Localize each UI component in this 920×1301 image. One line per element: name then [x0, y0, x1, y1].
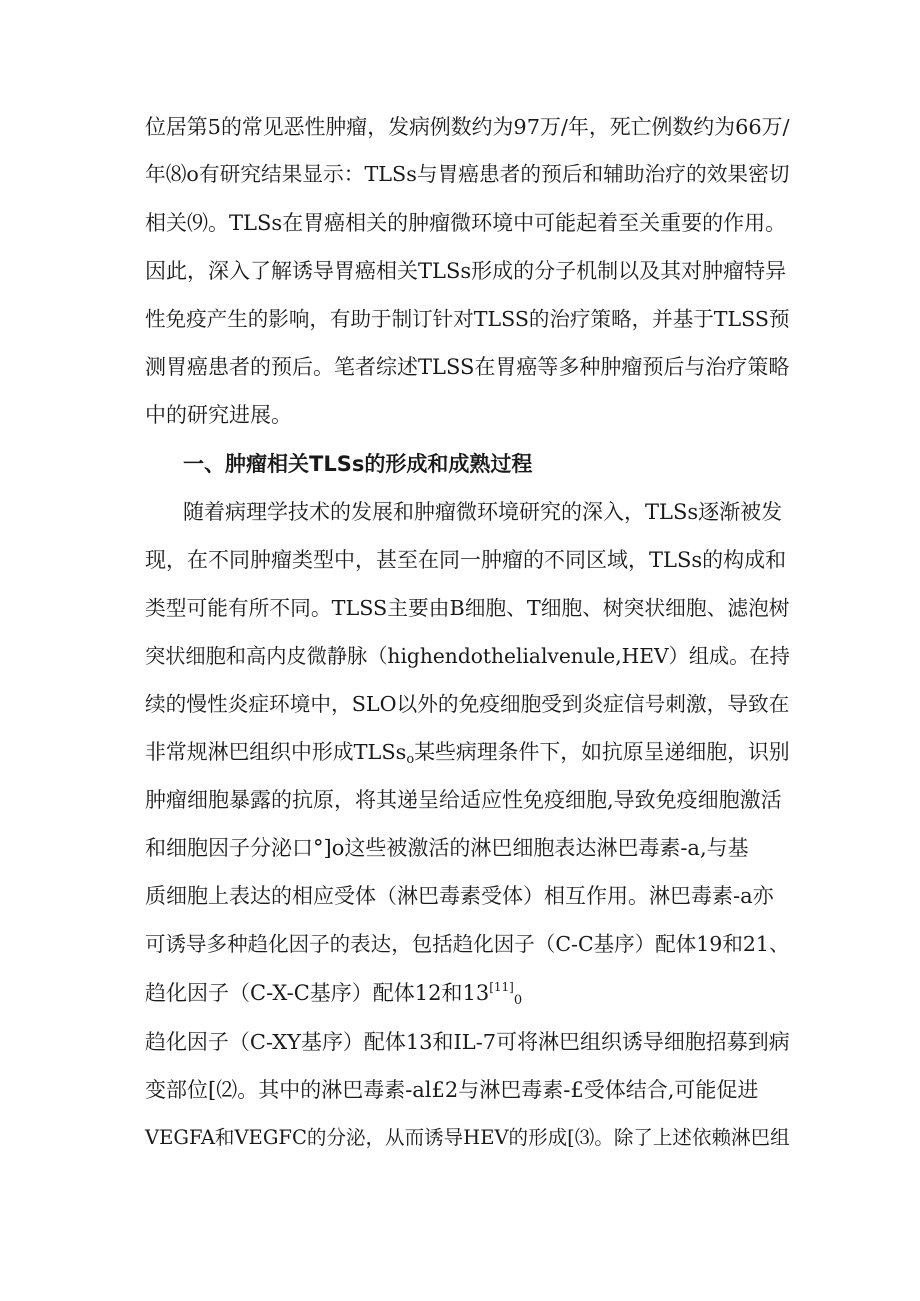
paragraph-2-line-10: 可诱导多种趋化因子的表达，包括趋化因子（C-C基序）配体19和21、: [145, 932, 790, 956]
paragraph-2-line-2: 现，在不同肿瘤类型中，甚至在同一肿瘤的不同区域，TLSs的构成和: [145, 548, 787, 572]
paragraph-1-line-3: 相关⑼。TLSs在胃癌相关的肿瘤微环境中可能起着至关重要的作用。: [145, 211, 787, 235]
paragraph-2-line-9: 质细胞上表达的相应受体（淋巴毒素受体）相互作用。淋巴毒素-a亦: [145, 884, 774, 908]
paragraph-2-line-6: [145, 740, 790, 767]
paragraph-3-line-2: 变部位[⑵。其中的淋巴毒素-al£2与淋巴毒素-£受体结合,可能促进: [145, 1078, 759, 1102]
paragraph-1-line-1: 位居第5的常见恶性肿瘤，发病例数约为97万/年，死亡例数约为66万/: [145, 115, 790, 139]
paragraph-3-line-3: VEGFA和VEGFC的分泌，从而诱导HEV的形成[⑶。除了上述依赖淋巴组: [145, 1126, 790, 1149]
paragraph-2-line-11: [145, 980, 523, 1008]
paragraph-2-line-11-subscript: 0: [513, 993, 523, 1008]
paragraph-2-line-6-rest: 某些病理条件下，如抗原呈递细胞，识别: [414, 740, 790, 764]
paragraph-2-line-11-main: 趋化因子（C-X-C基序）配体12和13: [145, 981, 490, 1005]
paragraph-2-line-1: 随着病理学技术的发展和肿瘤微环境研究的深入，TLSs逐渐被发: [183, 500, 783, 524]
paragraph-2-line-3: 类型可能有所不同。TLSS主要由B细胞、T细胞、树突状细胞、滤泡树: [145, 596, 790, 620]
citation-reference: [11]: [489, 980, 514, 994]
paragraph-2-line-6-subscript: o: [406, 752, 415, 767]
paragraph-2-line-7: 肿瘤细胞暴露的抗原，将其递呈给适应性免疫细胞,导致免疫细胞激活: [145, 788, 782, 812]
paragraph-2-line-6-main: 非常规淋巴组织中形成TLSs: [145, 740, 407, 764]
paragraph-2-line-4: 突状细胞和高内皮微静脉（highendothelialvenule,HEV）组成。在持: [145, 644, 790, 668]
paragraph-1-line-7: 中的研究进展。: [145, 403, 292, 427]
section-heading: 一、肿瘤相关TLSs的形成和成熟过程: [183, 452, 533, 476]
paragraph-1-line-4: 因此，深入了解诱导胃癌相关TLSs形成的分子机制以及其对肿瘤特异: [145, 259, 787, 283]
paragraph-2-line-8: 和细胞因子分泌口°]o这些被激活的淋巴细胞表达淋巴毒素-a,与基: [145, 836, 749, 860]
paragraph-2-line-5: 续的慢性炎症环境中，SLO以外的免疫细胞受到炎症信号刺激，导致在: [145, 692, 790, 716]
paragraph-1-line-6: 测胃癌患者的预后。笔者综述TLSS在胃癌等多种肿瘤预后与治疗策略: [145, 355, 790, 379]
paragraph-1-line-2: 年⑻o有研究结果显示：TLSs与胃癌患者的预后和辅助治疗的效果密切: [145, 162, 790, 186]
paragraph-3-line-1: 趋化因子（C-XY基序）配体13和IL-7可将淋巴组织诱导细胞招募到病: [145, 1030, 790, 1054]
paragraph-1-line-5: 性免疫产生的影响，有助于制订针对TLSS的治疗策略，并基于TLSS预: [145, 307, 790, 331]
